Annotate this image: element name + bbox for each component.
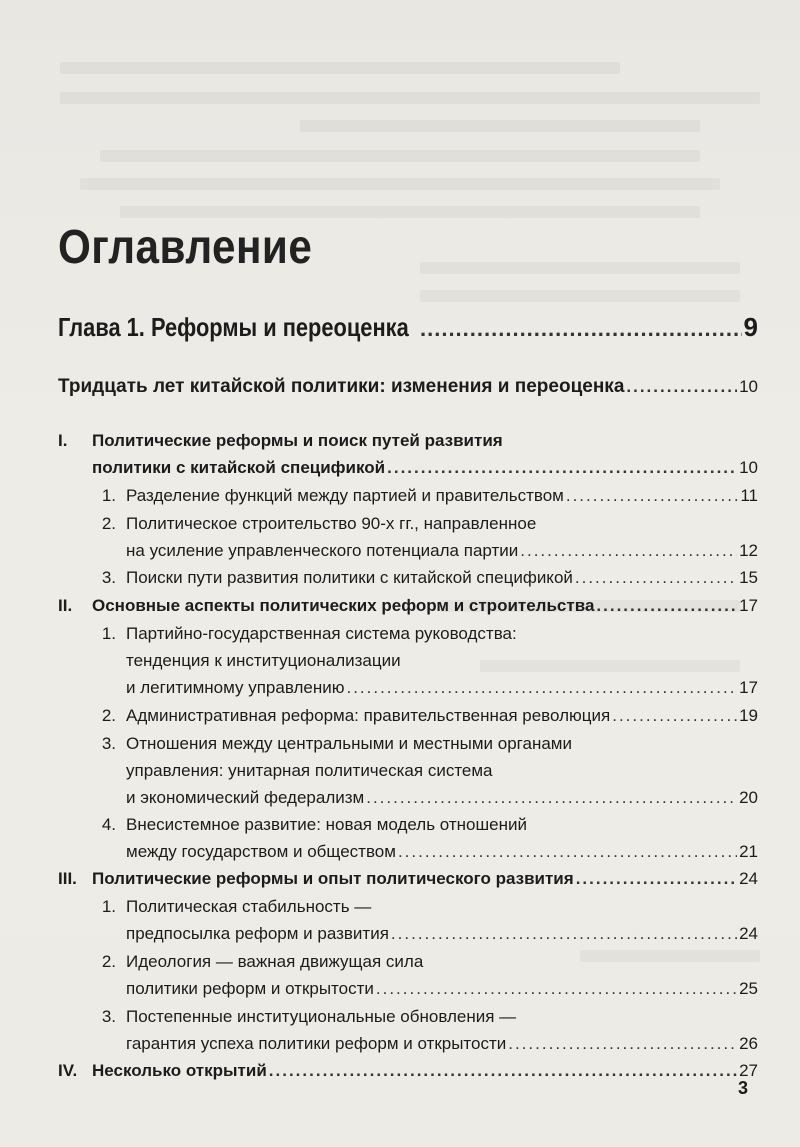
toc-item-1-2[interactable]	[58, 541, 758, 561]
toc-item-3-2-line1[interactable]	[58, 952, 423, 972]
dot-leader	[391, 924, 737, 944]
item-number: 2.	[101, 952, 116, 971]
dot-leader	[387, 458, 737, 478]
item-title-line2: предпосылка реформ и развития	[126, 924, 389, 943]
item-page: 20	[739, 788, 758, 807]
section-2-title: Основные аспекты политических реформ и строительства	[92, 596, 595, 615]
item-page: 21	[739, 842, 758, 861]
section-3-numeral: III.	[58, 869, 77, 888]
item-number: 3.	[101, 734, 116, 753]
toc-item-2-3[interactable]	[58, 788, 758, 808]
item-title-line1: Внесистемное развитие: новая модель отношений	[126, 815, 527, 834]
item-title-line2: гарантия успеха политики реформ и открытости	[126, 1034, 507, 1053]
item-number: 1.	[101, 624, 116, 643]
dot-leader	[420, 316, 742, 342]
dot-leader	[576, 869, 737, 889]
toc-item-3-3[interactable]	[58, 1034, 758, 1054]
toc-item-1-1[interactable]	[58, 486, 758, 506]
item-number: 4.	[101, 815, 116, 834]
toc-item-3-1-line1[interactable]	[58, 897, 371, 917]
toc-item-1-2-line1[interactable]	[58, 514, 536, 534]
item-title-line3: и экономический федерализм	[126, 788, 365, 807]
toc-item-2-1-line1[interactable]	[58, 624, 517, 644]
item-title-line1: Отношения между центральными и местными органами	[126, 734, 572, 753]
item-page: 25	[739, 979, 758, 998]
section-3-page: 24	[739, 869, 758, 888]
toc-section-1[interactable]	[58, 458, 758, 478]
toc-item-2-3-line1[interactable]	[58, 734, 572, 754]
toc-item-2-4[interactable]	[58, 842, 758, 862]
toc-item-3-1[interactable]	[58, 924, 758, 944]
item-title-line2: управления: унитарная политическая система	[126, 761, 493, 780]
toc-item-2-1-line2[interactable]	[58, 651, 401, 671]
section-1-title-line1: Политические реформы и поиск путей развития	[92, 431, 503, 450]
dot-leader	[376, 979, 737, 999]
toc-chapter-1[interactable]	[58, 312, 758, 343]
section-4-numeral: IV.	[58, 1061, 78, 1080]
item-title-line1: Постепенные институциональные обновления —	[126, 1007, 517, 1026]
item-page: 19	[739, 706, 758, 725]
part-page: 10	[739, 377, 758, 396]
dot-leader	[520, 541, 737, 561]
item-title-line1: Политическое строительство 90-х гг., направленное	[126, 514, 537, 533]
toc-item-2-1[interactable]	[58, 678, 758, 698]
item-title: Поиски пути развития политики с китайской спецификой	[126, 568, 573, 587]
part-title: Тридцать лет китайской политики: изменения и переоценка	[58, 376, 625, 397]
section-2-numeral: II.	[58, 596, 73, 615]
dot-leader	[398, 842, 737, 862]
chapter-page: 9	[743, 312, 758, 342]
item-title-line1: Идеология — важная движущая сила	[126, 952, 424, 971]
dot-leader	[626, 377, 737, 397]
page-number: 3	[738, 1078, 749, 1098]
item-title-line1: Политическая стабильность —	[126, 897, 372, 916]
section-4-title: Несколько открытий	[92, 1061, 267, 1080]
toc-item-2-3-line2[interactable]	[58, 761, 493, 781]
toc-item-1-3[interactable]	[58, 568, 758, 588]
item-page: 17	[739, 678, 758, 697]
dot-leader	[575, 568, 737, 588]
dot-leader	[346, 678, 737, 698]
dot-leader	[508, 1034, 737, 1054]
toc-item-2-4-line1[interactable]	[58, 815, 527, 835]
item-title-line2: тенденция к институционализации	[126, 651, 401, 670]
item-page: 24	[739, 924, 758, 943]
item-number: 1.	[101, 486, 116, 505]
page-title: Оглавление	[58, 221, 313, 274]
item-title-line1: Партийно-государственная система руководства:	[126, 624, 517, 643]
toc-part-heading[interactable]	[58, 376, 758, 398]
dot-leader	[269, 1061, 737, 1081]
section-1-line1[interactable]	[58, 431, 503, 451]
toc-item-3-2[interactable]	[58, 979, 758, 999]
dot-leader	[566, 486, 739, 506]
item-page: 11	[740, 486, 758, 505]
item-page: 15	[739, 568, 758, 587]
item-page: 26	[739, 1034, 758, 1053]
section-1-numeral: I.	[58, 431, 68, 450]
dot-leader	[596, 596, 737, 616]
section-2-page: 17	[739, 596, 758, 615]
chapter-title: Глава 1. Реформы и переоценка	[58, 312, 409, 342]
item-number: 2.	[101, 514, 116, 533]
section-3-title: Политические реформы и опыт политического развития	[92, 869, 574, 888]
toc-section-2[interactable]	[58, 596, 758, 616]
dot-leader	[366, 788, 737, 808]
toc-item-3-3-line1[interactable]	[58, 1007, 516, 1027]
item-page: 12	[739, 541, 758, 560]
section-1-title-line2: политики с китайской спецификой	[92, 458, 386, 477]
item-number: 3.	[101, 1007, 116, 1026]
item-title-line2: политики реформ и открытости	[126, 979, 374, 998]
item-title: Административная реформа: правительственная революция	[126, 706, 611, 725]
section-4-page: 27	[739, 1061, 758, 1080]
item-title-line2: между государством и обществом	[126, 842, 396, 861]
toc-item-2-2[interactable]	[58, 706, 758, 726]
section-1-page: 10	[739, 458, 758, 477]
item-title-line2: на усиление управленческого потенциала партии	[126, 541, 519, 560]
dot-leader	[612, 706, 737, 726]
item-number: 2.	[101, 706, 116, 725]
item-title-line3: и легитимному управлению	[126, 678, 345, 697]
toc-section-3[interactable]	[58, 869, 758, 889]
toc-section-4[interactable]	[58, 1061, 758, 1081]
item-title: Разделение функций между партией и правительством	[126, 486, 564, 505]
item-number: 1.	[101, 897, 116, 916]
item-number: 3.	[101, 568, 116, 587]
